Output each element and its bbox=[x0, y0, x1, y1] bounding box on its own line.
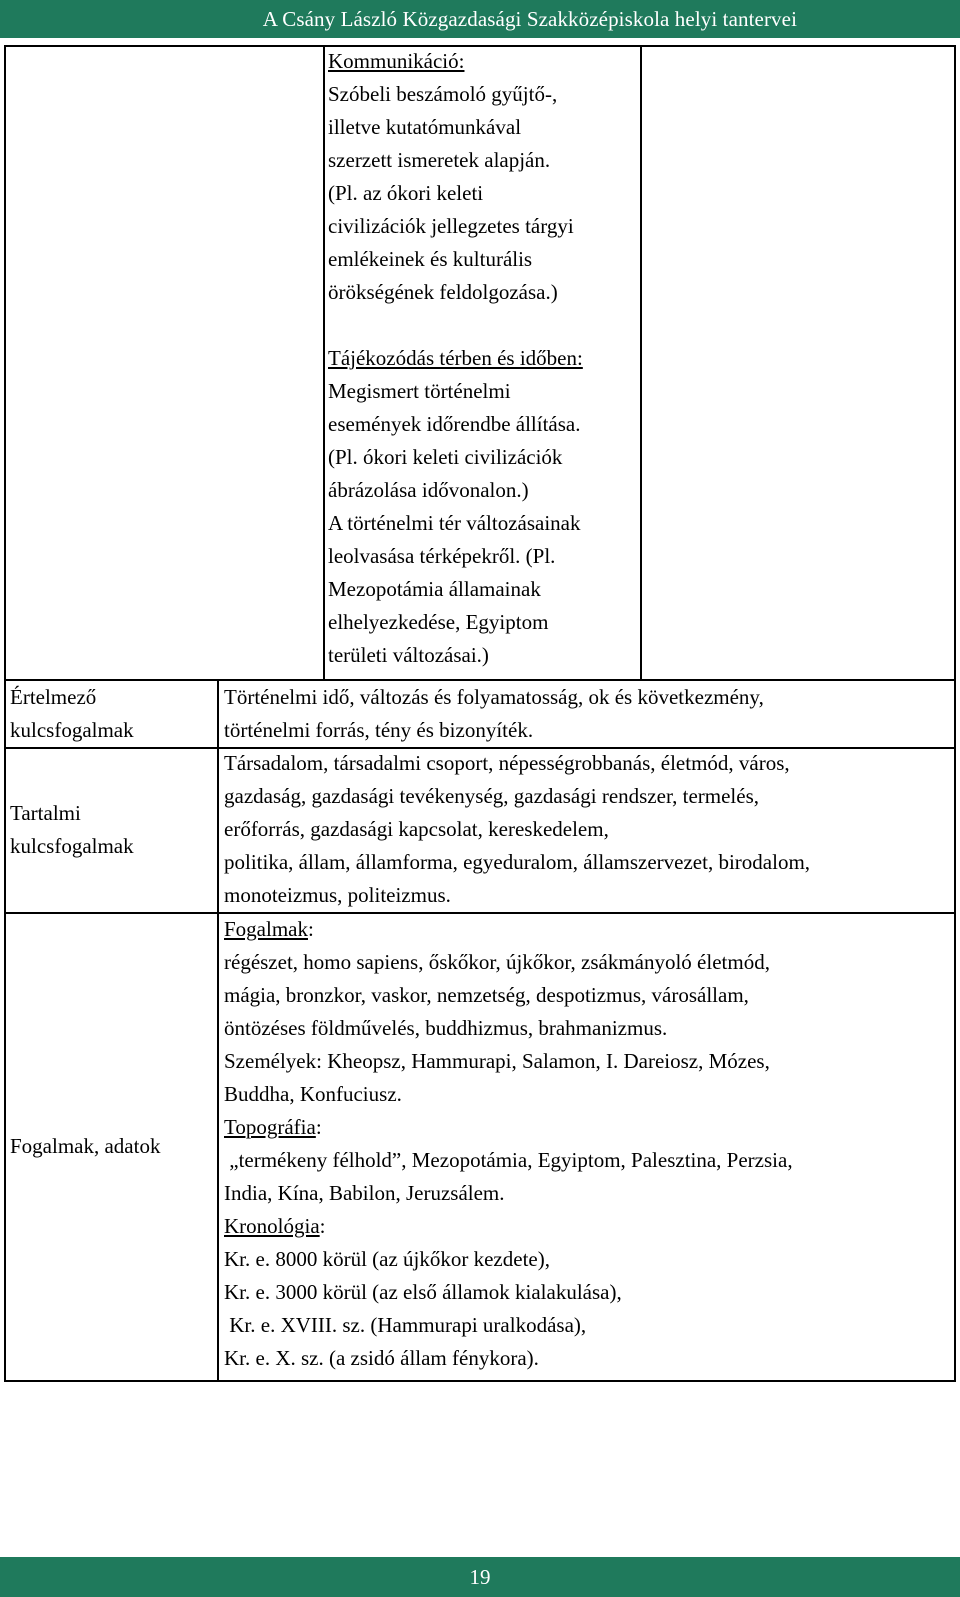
kommunikacio-line: örökségének feldolgozása.) bbox=[328, 280, 558, 304]
content-line: politika, állam, államforma, egyeduralom, államszervezet, birodalom, bbox=[224, 850, 811, 874]
kommunikacio-line: emlékeinek és kulturális bbox=[328, 247, 533, 271]
column-divider-label bbox=[217, 679, 219, 1382]
kommunikacio-heading: Kommunikáció: bbox=[328, 49, 465, 73]
fogalmak-heading-line bbox=[224, 913, 952, 946]
ertelmezo-label bbox=[10, 681, 215, 747]
tajekozodas-line: Megismert történelmi bbox=[328, 379, 511, 403]
header-title: A Csány László Közgazdasági Szakközépiskola helyi tantervei bbox=[262, 7, 797, 31]
kommunikacio-line: illetve kutatómunkával bbox=[328, 115, 522, 139]
content-line: régészet, homo sapiens, őskőkor, újkőkor, zsákmányoló életmód, bbox=[224, 950, 770, 974]
fogalmak-label bbox=[10, 1130, 215, 1163]
table-border-bottom bbox=[4, 1380, 956, 1382]
content-line: Kr. e. XVIII. sz. (Hammurapi uralkodása), bbox=[224, 1313, 587, 1337]
tartalmi-content bbox=[224, 747, 952, 912]
kronologia-heading-line bbox=[224, 1210, 952, 1243]
content-line: „termékeny félhold”, Mezopotámia, Egyiptom, Palesztina, Perzsia, bbox=[224, 1148, 793, 1172]
kronologia-heading: Kronológia bbox=[224, 1214, 320, 1238]
kommunikacio-line: szerzett ismeretek alapján. bbox=[328, 148, 551, 172]
colon: : bbox=[315, 1115, 322, 1139]
content-line: Kr. e. 3000 körül (az első államok kialakulása), bbox=[224, 1280, 622, 1304]
colon: : bbox=[319, 1214, 326, 1238]
content-line: Kr. e. 8000 körül (az újkőkor kezdete), bbox=[224, 1247, 550, 1271]
tajekozodas-line: Mezopotámia államainak bbox=[328, 577, 541, 601]
tajekozodas-line: elhelyezkedése, Egyiptom bbox=[328, 610, 549, 634]
content-line: Buddha, Konfuciusz. bbox=[224, 1082, 402, 1106]
topografia-heading-line bbox=[224, 1111, 952, 1144]
column-divider-activity-right bbox=[640, 45, 642, 679]
content-line: Személyek: Kheopsz, Hammurapi, Salamon, I. Dareiosz, Mózes, bbox=[224, 1049, 770, 1073]
label-line: kulcsfogalmak bbox=[10, 718, 134, 742]
tajekozodas-line: A történelmi tér változásainak bbox=[328, 511, 581, 535]
fogalmak-content bbox=[224, 913, 952, 1375]
tartalmi-label bbox=[10, 797, 215, 863]
colon: : bbox=[308, 917, 314, 941]
tajekozodas-heading: Tájékozódás térben és időben: bbox=[328, 346, 583, 370]
tajekozodas-line: területi változásai.) bbox=[328, 643, 489, 667]
page-number: 19 bbox=[469, 1565, 491, 1589]
topografia-heading: Topográfia bbox=[224, 1115, 316, 1139]
ertelmezo-content bbox=[224, 681, 952, 747]
kommunikacio-line: (Pl. az ókori keleti bbox=[328, 181, 484, 205]
table-border-right bbox=[954, 45, 956, 1382]
content-line: öntözéses földművelés, buddhizmus, brahmanizmus. bbox=[224, 1016, 668, 1040]
activity-cell bbox=[328, 45, 640, 672]
label-line: Fogalmak, adatok bbox=[10, 1134, 161, 1158]
tajekozodas-line: ábrázolása idővonalon.) bbox=[328, 478, 529, 502]
content-line: történelmi forrás, tény és bizonyíték. bbox=[224, 718, 534, 742]
page-footer bbox=[0, 1557, 960, 1597]
content-line: erőforrás, gazdasági kapcsolat, kereskedelem, bbox=[224, 817, 609, 841]
fogalmak-heading: Fogalmak bbox=[224, 917, 308, 941]
kommunikacio-line: Szóbeli beszámoló gyűjtő-, bbox=[328, 82, 558, 106]
label-line: kulcsfogalmak bbox=[10, 834, 134, 858]
content-line: monoteizmus, politeizmus. bbox=[224, 883, 451, 907]
tajekozodas-line: események időrendbe állítása. bbox=[328, 412, 581, 436]
label-line: Értelmező bbox=[10, 685, 97, 709]
page-header bbox=[0, 0, 960, 38]
content-line: mágia, bronzkor, vaskor, nemzetség, despotizmus, városállam, bbox=[224, 983, 749, 1007]
content-line: Kr. e. X. sz. (a zsidó állam fénykora). bbox=[224, 1346, 539, 1370]
tajekozodas-line: (Pl. ókori keleti civilizációk bbox=[328, 445, 563, 469]
content-line: Történelmi idő, változás és folyamatosság, ok és következmény, bbox=[224, 685, 764, 709]
tajekozodas-line: leolvasása térképekről. (Pl. bbox=[328, 544, 556, 568]
label-line: Tartalmi bbox=[10, 801, 81, 825]
content-line: Társadalom, társadalmi csoport, népességrobbanás, életmód, város, bbox=[224, 751, 790, 775]
table-border-left bbox=[4, 45, 6, 1382]
content-line: gazdaság, gazdasági tevékenység, gazdasági rendszer, termelés, bbox=[224, 784, 759, 808]
blank-line bbox=[328, 309, 640, 342]
column-divider-activity-left bbox=[323, 45, 325, 679]
kommunikacio-line: civilizációk jellegzetes tárgyi bbox=[328, 214, 574, 238]
content-line: India, Kína, Babilon, Jeruzsálem. bbox=[224, 1181, 505, 1205]
